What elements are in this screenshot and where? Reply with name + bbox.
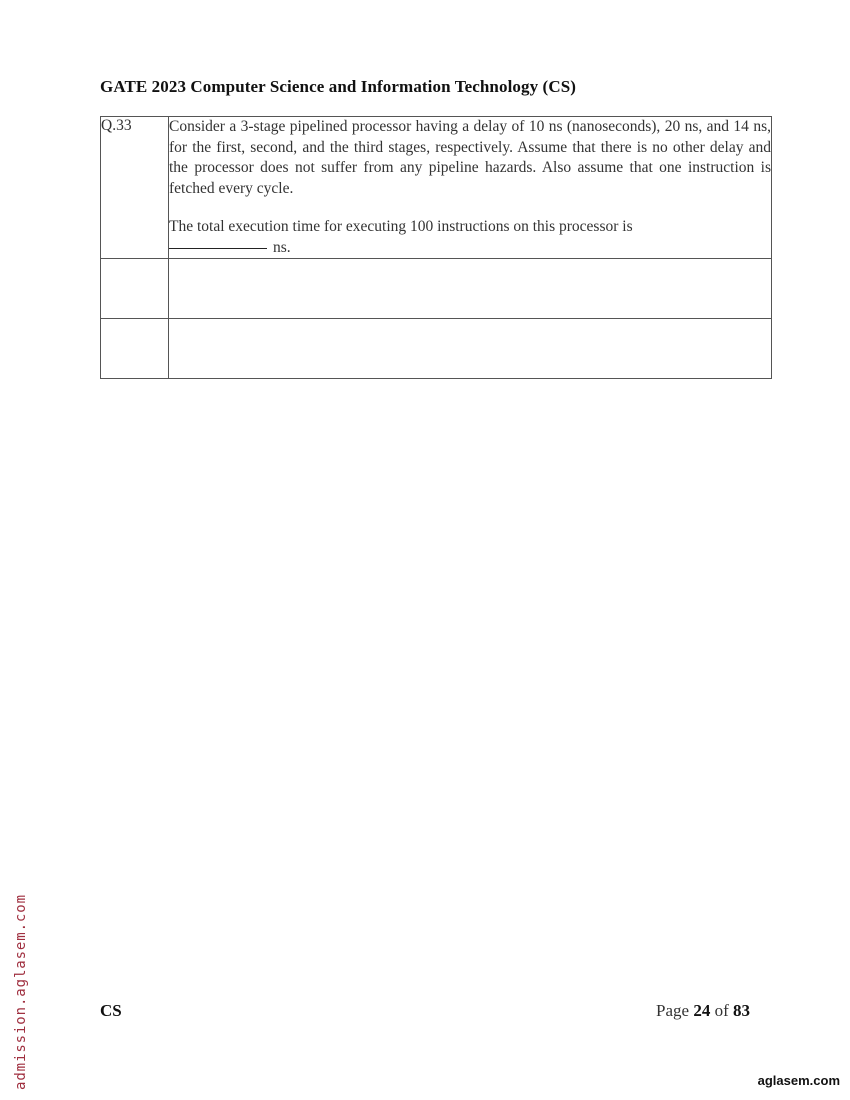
empty-row	[101, 319, 772, 379]
question-prompt-text: The total execution time for executing 100 instructions on this processor is	[169, 218, 633, 235]
page-prefix: Page	[656, 1001, 690, 1020]
paper-code: CS	[100, 1001, 122, 1020]
question-number: Q.33	[101, 117, 169, 259]
empty-cell	[169, 259, 772, 319]
question-row	[101, 117, 772, 259]
question-paragraph: Consider a 3-stage pipelined processor having a delay of 10 ns (nanoseconds), 20 ns, and 14 ns, for the first, second, and the third stages, respectively. Assume that there is no other delay and the processor does not suffer from any pipeline hazards. Also assume that one instruction is fetched every cycle.	[169, 118, 771, 197]
side-watermark: admission.aglasem.com	[13, 894, 29, 1090]
page-total: 83	[733, 1001, 750, 1020]
question-table	[100, 116, 772, 379]
empty-cell	[169, 319, 772, 379]
page-of: of	[714, 1001, 729, 1020]
empty-row	[101, 259, 772, 319]
question-body	[169, 117, 772, 259]
corner-watermark: aglasem.com	[757, 1073, 840, 1088]
page-current: 24	[693, 1001, 711, 1020]
question-prompt	[169, 217, 771, 258]
empty-cell	[101, 259, 169, 319]
empty-cell	[101, 319, 169, 379]
answer-unit: ns.	[273, 238, 291, 256]
page-title: GATE 2023 Computer Science and Information Technology (CS)	[100, 77, 577, 96]
page-number	[656, 1001, 750, 1021]
answer-blank	[169, 248, 267, 249]
